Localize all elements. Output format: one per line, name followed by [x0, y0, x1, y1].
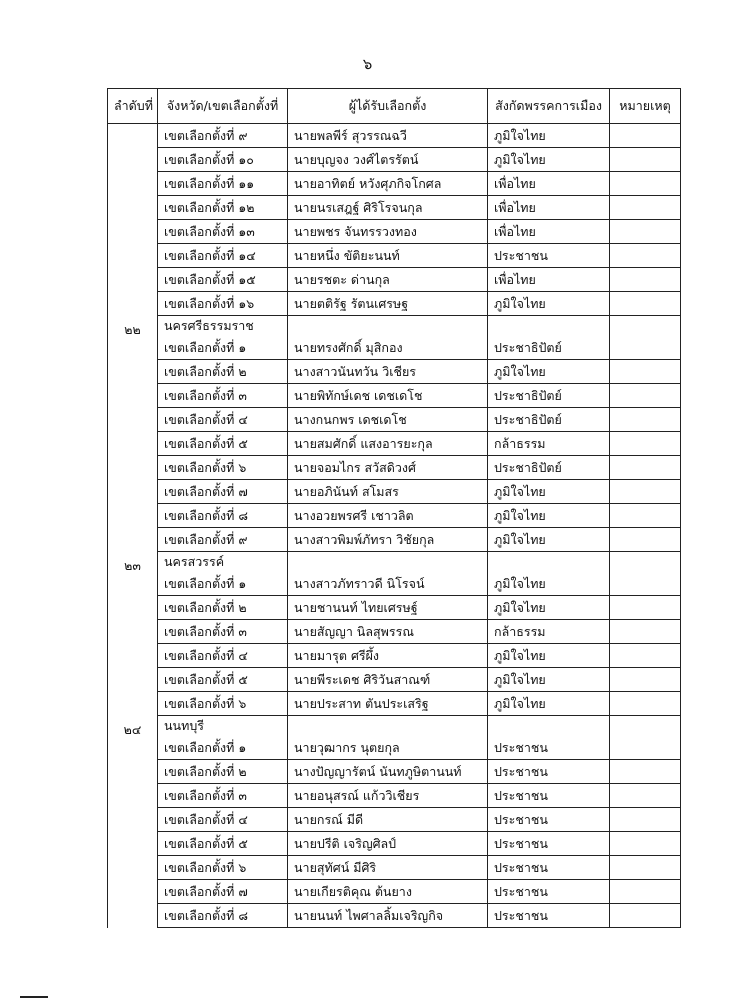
member-name: นายอภินันท์ สโมสร — [288, 480, 488, 504]
table-row — [108, 480, 681, 504]
province-row — [108, 716, 681, 737]
remarks-cell — [610, 856, 681, 880]
remarks-cell — [610, 172, 681, 196]
remarks-cell — [610, 292, 681, 316]
remarks-cell — [610, 268, 681, 292]
member-name: นายพชร จันทรรวงทอง — [288, 220, 488, 244]
district-cell: เขตเลือกตั้งที่ ๔ — [158, 808, 288, 832]
header-elected-member: ผู้ได้รับเลือกตั้ง — [288, 89, 488, 124]
district-cell: เขตเลือกตั้งที่ ๑ — [158, 572, 288, 596]
member-name: นายสมศักดิ์ แสงอารยะกุล — [288, 432, 488, 456]
party-name: ประชาธิปัตย์ — [488, 336, 610, 360]
party-name: เพื่อไทย — [488, 172, 610, 196]
table-row — [108, 880, 681, 904]
table-header-row — [108, 89, 681, 124]
table-row — [108, 572, 681, 596]
member-name: นางสาวนันทวัน วิเชียร — [288, 360, 488, 384]
party-name: ประชาชน — [488, 904, 610, 928]
remarks-cell — [610, 360, 681, 384]
district-cell: เขตเลือกตั้งที่ ๑๓ — [158, 220, 288, 244]
table-body — [108, 124, 681, 928]
member-name: นางอวยพรศรี เชาวลิต — [288, 504, 488, 528]
party-name: ภูมิใจไทย — [488, 504, 610, 528]
member-name: นายชานนท์ ไทยเศรษฐ์ — [288, 596, 488, 620]
remarks-cell — [610, 808, 681, 832]
district-cell: เขตเลือกตั้งที่ ๒ — [158, 760, 288, 784]
party-name: ภูมิใจไทย — [488, 480, 610, 504]
order-number: ๒๔ — [108, 716, 158, 928]
header-party: สังกัดพรรคการเมือง — [488, 89, 610, 124]
party-name: ภูมิใจไทย — [488, 528, 610, 552]
district-cell: เขตเลือกตั้งที่ ๑๕ — [158, 268, 288, 292]
header-order: ลำดับที่ — [108, 89, 158, 124]
remarks-cell — [610, 220, 681, 244]
district-cell: เขตเลือกตั้งที่ ๕ — [158, 832, 288, 856]
header-province-district: จังหวัด/เขตเลือกตั้งที่ — [158, 89, 288, 124]
district-cell: เขตเลือกตั้งที่ ๒ — [158, 360, 288, 384]
member-name: นายประสาท ตันประเสริฐ — [288, 692, 488, 716]
party-name: ประชาชน — [488, 856, 610, 880]
remarks-cell — [610, 384, 681, 408]
remarks-cell — [610, 480, 681, 504]
table-row — [108, 432, 681, 456]
district-cell: เขตเลือกตั้งที่ ๒ — [158, 596, 288, 620]
remarks-cell — [610, 456, 681, 480]
member-name: นายหนึ่ง ขัติยะนนท์ — [288, 244, 488, 268]
table-row — [108, 360, 681, 384]
district-cell: เขตเลือกตั้งที่ ๗ — [158, 480, 288, 504]
district-cell: เขตเลือกตั้งที่ ๓ — [158, 384, 288, 408]
empty-cell — [288, 316, 488, 337]
table-row — [108, 692, 681, 716]
district-cell: เขตเลือกตั้งที่ ๑๒ — [158, 196, 288, 220]
remarks-cell — [610, 596, 681, 620]
district-cell: เขตเลือกตั้งที่ ๓ — [158, 784, 288, 808]
member-name: นายอนุสรณ์ แก้ววิเชียร — [288, 784, 488, 808]
table-row — [108, 148, 681, 172]
remarks-cell — [610, 148, 681, 172]
member-name: นายพลพีร์ สุวรรณฉวี — [288, 124, 488, 148]
district-cell: เขตเลือกตั้งที่ ๘ — [158, 904, 288, 928]
district-cell: เขตเลือกตั้งที่ ๓ — [158, 620, 288, 644]
party-name: กล้าธรรม — [488, 620, 610, 644]
header-remarks: หมายเหตุ — [610, 89, 681, 124]
province-row — [108, 552, 681, 573]
table-row — [108, 784, 681, 808]
party-name: ภูมิใจไทย — [488, 360, 610, 384]
party-name: ประชาชน — [488, 784, 610, 808]
table-row — [108, 244, 681, 268]
member-name: นายตติรัฐ รัตนเศรษฐ — [288, 292, 488, 316]
empty-cell — [488, 552, 610, 573]
remarks-cell — [610, 736, 681, 760]
district-cell: เขตเลือกตั้งที่ ๑๔ — [158, 244, 288, 268]
order-number: ๒๒ — [108, 316, 158, 552]
member-name: นายมารุต ศรีผึ้ง — [288, 644, 488, 668]
empty-cell — [610, 316, 681, 337]
table-row — [108, 644, 681, 668]
member-name: นายนรเสฎฐ์ ศิริโรจนกุล — [288, 196, 488, 220]
province-name: นนทบุรี — [158, 716, 288, 737]
table-row — [108, 172, 681, 196]
remarks-cell — [610, 668, 681, 692]
table-row — [108, 408, 681, 432]
table-row — [108, 504, 681, 528]
member-name: นายพีระเดช ศิริวันสาณฑ์ — [288, 668, 488, 692]
table-row — [108, 292, 681, 316]
party-name: เพื่อไทย — [488, 268, 610, 292]
party-name: ประชาธิปัตย์ — [488, 456, 610, 480]
page-number: ๖ — [362, 55, 373, 73]
election-results-table — [107, 88, 681, 928]
district-cell: เขตเลือกตั้งที่ ๙ — [158, 124, 288, 148]
district-cell: เขตเลือกตั้งที่ ๕ — [158, 432, 288, 456]
district-cell: เขตเลือกตั้งที่ ๑ — [158, 736, 288, 760]
member-name: นายสัญญา นิลสุพรรณ — [288, 620, 488, 644]
remarks-cell — [610, 504, 681, 528]
district-cell: เขตเลือกตั้งที่ ๑๖ — [158, 292, 288, 316]
party-name: ภูมิใจไทย — [488, 148, 610, 172]
party-name: ภูมิใจไทย — [488, 124, 610, 148]
member-name: นายรชตะ ด่านกุล — [288, 268, 488, 292]
remarks-cell — [610, 784, 681, 808]
member-name: นายสุทัศน์ มีศิริ — [288, 856, 488, 880]
remarks-cell — [610, 432, 681, 456]
member-name: นายปรีติ เจริญศิลป์ — [288, 832, 488, 856]
province-name: นครสวรรค์ — [158, 552, 288, 573]
district-cell: เขตเลือกตั้งที่ ๖ — [158, 456, 288, 480]
remarks-cell — [610, 244, 681, 268]
party-name: เพื่อไทย — [488, 220, 610, 244]
remarks-cell — [610, 528, 681, 552]
party-name: ภูมิใจไทย — [488, 292, 610, 316]
order-number: ๒๓ — [108, 552, 158, 716]
empty-cell — [488, 316, 610, 337]
district-cell: เขตเลือกตั้งที่ ๔ — [158, 644, 288, 668]
remarks-cell — [610, 196, 681, 220]
district-cell: เขตเลือกตั้งที่ ๖ — [158, 856, 288, 880]
remarks-cell — [610, 572, 681, 596]
member-name: นางสาวภัทราวดี นิโรจน์ — [288, 572, 488, 596]
member-name: นางกนกพร เดชเดโช — [288, 408, 488, 432]
member-name: นายบุญจง วงศ์ไตรรัตน์ — [288, 148, 488, 172]
table-row — [108, 268, 681, 292]
district-cell: เขตเลือกตั้งที่ ๘ — [158, 504, 288, 528]
district-cell: เขตเลือกตั้งที่ ๙ — [158, 528, 288, 552]
remarks-cell — [610, 760, 681, 784]
remarks-cell — [610, 336, 681, 360]
table-row — [108, 196, 681, 220]
table-row — [108, 336, 681, 360]
remarks-cell — [610, 832, 681, 856]
remarks-cell — [610, 408, 681, 432]
member-name: นายนนท์ ไพศาลลิ้มเจริญกิจ — [288, 904, 488, 928]
member-name: นายกรณ์ มีดี — [288, 808, 488, 832]
table-row — [108, 856, 681, 880]
district-cell: เขตเลือกตั้งที่ ๗ — [158, 880, 288, 904]
table-row — [108, 620, 681, 644]
empty-cell — [288, 716, 488, 737]
province-row — [108, 316, 681, 337]
remarks-cell — [610, 124, 681, 148]
remarks-cell — [610, 692, 681, 716]
order-number — [108, 124, 158, 316]
party-name: ประชาชน — [488, 736, 610, 760]
party-name: เพื่อไทย — [488, 196, 610, 220]
empty-cell — [488, 716, 610, 737]
party-name: กล้าธรรม — [488, 432, 610, 456]
remarks-cell — [610, 620, 681, 644]
member-name: นายวุฒากร นุตยกุล — [288, 736, 488, 760]
member-name: นายอาทิตย์ หวังศุภกิจโกศล — [288, 172, 488, 196]
empty-cell — [288, 552, 488, 573]
district-cell: เขตเลือกตั้งที่ ๖ — [158, 692, 288, 716]
party-name: ประชาธิปัตย์ — [488, 408, 610, 432]
district-cell: เขตเลือกตั้งที่ ๕ — [158, 668, 288, 692]
district-cell: เขตเลือกตั้งที่ ๑๑ — [158, 172, 288, 196]
table-row — [108, 736, 681, 760]
remarks-cell — [610, 904, 681, 928]
table-row — [108, 760, 681, 784]
footer-rule — [20, 996, 48, 998]
district-cell: เขตเลือกตั้งที่ ๑ — [158, 336, 288, 360]
party-name: ประชาชน — [488, 760, 610, 784]
member-name: นายพิทักษ์เดช เดชเดโช — [288, 384, 488, 408]
table-row — [108, 124, 681, 148]
member-name: นางสาวพิมพ์ภัทรา วิชัยกุล — [288, 528, 488, 552]
party-name: ประชาชน — [488, 832, 610, 856]
party-name: ภูมิใจไทย — [488, 572, 610, 596]
table-row — [108, 456, 681, 480]
party-name: ประชาชน — [488, 880, 610, 904]
remarks-cell — [610, 880, 681, 904]
table-row — [108, 596, 681, 620]
member-name: นายเกียรติคุณ ต้นยาง — [288, 880, 488, 904]
table-row — [108, 668, 681, 692]
party-name: ภูมิใจไทย — [488, 596, 610, 620]
table-row — [108, 904, 681, 928]
remarks-cell — [610, 644, 681, 668]
district-cell: เขตเลือกตั้งที่ ๔ — [158, 408, 288, 432]
party-name: ภูมิใจไทย — [488, 692, 610, 716]
party-name: ภูมิใจไทย — [488, 668, 610, 692]
table-row — [108, 528, 681, 552]
member-name: นางปัญญารัตน์ นันทภูษิตานนท์ — [288, 760, 488, 784]
empty-cell — [610, 716, 681, 737]
table-row — [108, 384, 681, 408]
member-name: นายจอมไกร สวัสดิวงศ์ — [288, 456, 488, 480]
member-name: นายทรงศักดิ์ มุสิกอง — [288, 336, 488, 360]
party-name: ประชาชน — [488, 244, 610, 268]
empty-cell — [610, 552, 681, 573]
party-name: ประชาธิปัตย์ — [488, 384, 610, 408]
table-row — [108, 808, 681, 832]
party-name: ประชาชน — [488, 808, 610, 832]
table-row — [108, 832, 681, 856]
table-row — [108, 220, 681, 244]
province-name: นครศรีธรรมราช — [158, 316, 288, 337]
party-name: ภูมิใจไทย — [488, 644, 610, 668]
district-cell: เขตเลือกตั้งที่ ๑๐ — [158, 148, 288, 172]
